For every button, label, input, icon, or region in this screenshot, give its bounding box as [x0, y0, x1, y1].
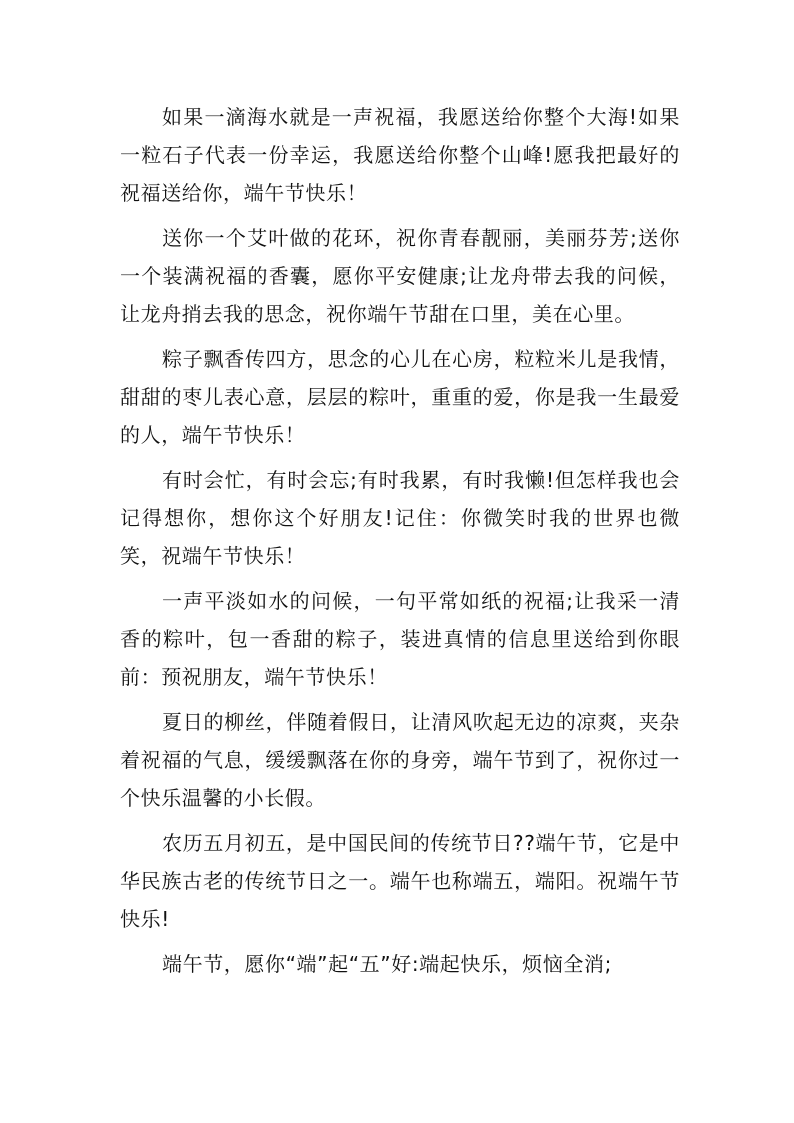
paragraph-7: 农历五月初五，是中国民间的传统节日??端午节，它是中华民族古老的传统节日之一。端午也称端五，端阳。祝端午节快乐!: [120, 831, 680, 931]
paragraph-3: 粽子飘香传四方，思念的心儿在心房，粒粒米儿是我情，甜甜的枣儿表心意，层层的粽叶，重重的爱，你是我一生最爱的人，端午节快乐！: [120, 347, 680, 447]
paragraph-1: 如果一滴海水就是一声祝福，我愿送给你整个大海!如果一粒石子代表一份幸运，我愿送给你整个山峰!愿我把最好的祝福送给你，端午节快乐！: [120, 105, 680, 205]
paragraph-2: 送你一个艾叶做的花环，祝你青春靓丽，美丽芬芳;送你一个装满祝福的香囊，愿你平安健康;让龙舟带去我的问候，让龙舟捎去我的思念，祝你端午节甜在口里，美在心里。: [120, 226, 680, 326]
document-body: [120, 98, 680, 990]
paragraph-4: 有时会忙，有时会忘;有时我累，有时我懒!但怎样我也会记得想你，想你这个好朋友!记住：你微笑时我的世界也微笑，祝端午节快乐！: [120, 468, 680, 568]
paragraph-6: 夏日的柳丝，伴随着假日，让清风吹起无边的凉爽，夹杂着祝福的气息，缓缓飘落在你的身旁，端午节到了，祝你过一个快乐温馨的小长假。: [120, 710, 680, 810]
paragraph-5: 一声平淡如水的问候，一句平常如纸的祝福;让我采一清香的粽叶，包一香甜的粽子，装进真情的信息里送给到你眼前：预祝朋友，端午节快乐！: [120, 589, 680, 689]
paragraph-8: 端午节，愿你“端”起“五”好:端起快乐，烦恼全消;: [162, 952, 612, 976]
